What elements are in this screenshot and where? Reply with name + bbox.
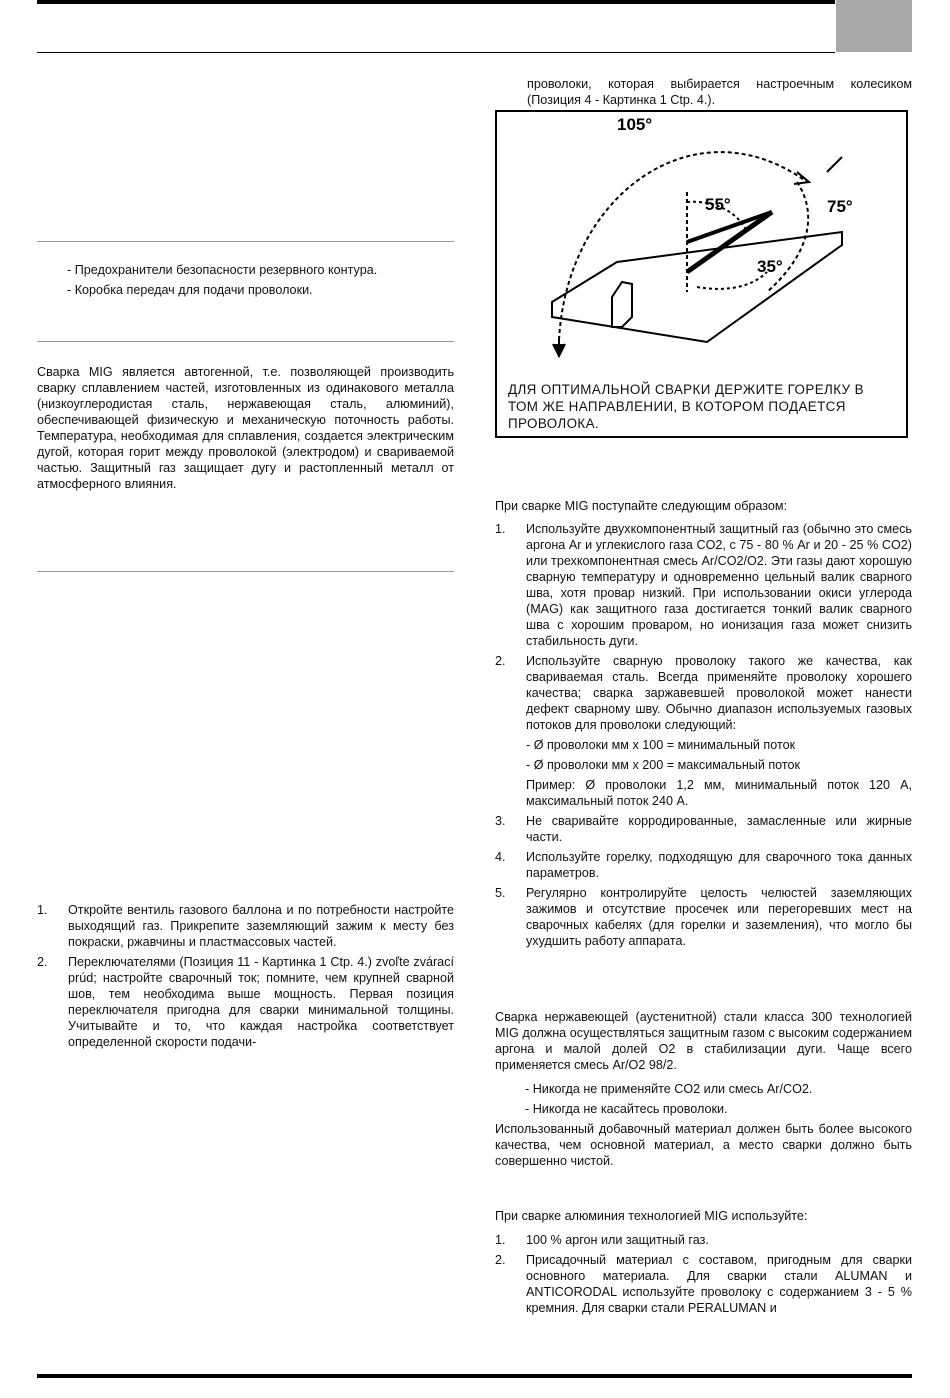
step-number: 1. bbox=[495, 1233, 506, 1247]
step-number: 5. bbox=[495, 886, 506, 900]
step-text: Регулярно контролируйте целость челюстей заземляющих зажимов и отсутствие просечек или перегоревших мест на сварочных кабелях (для горелки и заземления), что могло бы ухудшить работу аппарата. bbox=[526, 886, 912, 948]
step-number: 2. bbox=[495, 1253, 506, 1267]
aluminium-steps bbox=[495, 1232, 912, 1316]
sub-item: - Ø проволоки мм x 200 = максимальный поток bbox=[526, 758, 801, 772]
list-item: - Никогда не применяйте CO2 или смесь Ar/CO2. bbox=[525, 1082, 813, 1096]
step-text: Используйте горелку, подходящую для сварочного тока данных параметров. bbox=[526, 850, 912, 880]
top-rule bbox=[37, 0, 835, 4]
step-text: Переключателями (Позиция 11 - Картинка 1 Ctp. 4.) zvoľte zvárací prúd; настройте сварочный ток; помните, чем крупней сварной шов, тем необходима выше мощность. Первая позиция переключателя пригодна для сварки минимальной толщины. Учитывайте и то, что каждая настройка соответствует определенной скорости подачи- bbox=[68, 955, 454, 1049]
stainless-text: Сварка нержавеющей (аустенитной) стали класса 300 технологией MIG должна осуществляться защитным газом с высоким содержанием аргона и малой долей O2 в стабилизации дуги. Чаще всего применяется смесь Ar/O2 98/2. bbox=[495, 1010, 912, 1072]
mig-procedure-steps bbox=[495, 521, 912, 949]
section-divider bbox=[37, 571, 454, 572]
page-tab bbox=[836, 0, 912, 52]
list-item bbox=[495, 653, 912, 809]
step-number: 4. bbox=[495, 850, 506, 864]
accessories-list bbox=[37, 262, 454, 298]
step-number: 3. bbox=[495, 814, 506, 828]
list-item: - Никогда не касайтесь проволоки. bbox=[525, 1102, 728, 1116]
bottom-rule bbox=[37, 1374, 912, 1378]
list-item bbox=[495, 521, 912, 649]
step-text: Используйте сварную проволоку такого же качества, как свариваемая сталь. Всегда применяйте проволоку хорошего качества; сварка заржавевшей проволокой может нанести дефект сварному шву. Обычно диапазон используемых газовых потоков для проволоки следующий: bbox=[526, 654, 912, 732]
angle-label: 55° bbox=[705, 195, 731, 214]
step-text: 100 % аргон или защитный газ. bbox=[526, 1233, 709, 1247]
step-text: Откройте вентиль газового баллона и по потребности настройте выходящий газ. Прикрепите заземляющий зажим к месту без покраски, ржавчины и пластмассовых частей. bbox=[68, 903, 454, 949]
step-number: 2. bbox=[495, 654, 506, 668]
mig-description: Сварка MIG является автогенной, т.е. позволяющей производить сварку сплавлением частей, изготовленных из одинакового металла (низкоуглеродистая сталь, нержавеющая сталь, алюминий), обеспечивающей физическую и механическую поточность работы. Температура, необходимая для сплавления, создается электрическим дугой, которая горит между проволокой (электродом) и свариваемой частью. Защитный газ защищает дугу и растопленный металл от атмосферного влияния. bbox=[37, 365, 454, 491]
step-text: Присадочный материал с составом, пригодным для сварки основного материала. Для сварки стали ALUMAN и ANTICORODAL используйте проволоку с содержанием 3 - 5 % кремния. Для сварки стали PERALUMAN и bbox=[526, 1253, 912, 1315]
list-item bbox=[495, 813, 912, 845]
setup-steps bbox=[37, 902, 454, 1050]
sub-item: - Ø проволоки мм x 100 = минимальный поток bbox=[526, 738, 796, 752]
header-line bbox=[37, 52, 835, 53]
torch-angle-diagram bbox=[497, 112, 906, 374]
figure-caption: ДЛЯ ОПТИМАЛЬНОЙ СВАРКИ ДЕРЖИТЕ ГОРЕЛКУ В ТОМ ЖЕ НАПРАВЛЕНИИ, В КОТОРОМ ПОДАЕТСЯ ПРОВОЛОКА. bbox=[508, 382, 864, 431]
step-number: 1. bbox=[495, 522, 506, 536]
list-item: - Коробка передач для подачи проволоки. bbox=[67, 283, 313, 297]
step-text: Используйте двухкомпонентный защитный газ (обычно это смесь аргона Ar и углекислого газа CO2, с 75 - 80 % Ar и 20 - 25 % CO2) или трехкомпонентная смесь Ar/CO2/O2. Эти газы дают хорошую сварную температуру и одновременно цельный валик сварного шва, хотя провар низкий. При использовании окиси углерода (MAG) как защитного газа достигается тонкий валик сварного шва с хорошим проваром, но ионизация газа может снизить стабильность дуги. bbox=[526, 522, 912, 648]
stainless-tail-text: Использованный добавочный материал должен быть более высокого качества, чем основной материал, а место сварки должно быть совершенно чистой. bbox=[495, 1122, 912, 1168]
section-divider bbox=[37, 341, 454, 342]
mig-procedure-intro: При сварке MIG поступайте следующим образом: bbox=[495, 499, 788, 513]
step-number: 1. bbox=[37, 903, 48, 917]
angle-label: 35° bbox=[757, 257, 783, 276]
angle-label: 75° bbox=[827, 197, 853, 216]
aluminium-intro: При сварке алюминия технологией MIG используйте: bbox=[495, 1209, 808, 1223]
list-item bbox=[495, 849, 912, 881]
list-item bbox=[37, 902, 454, 950]
list-item bbox=[495, 885, 912, 949]
list-item: - Предохранители безопасности резервного контура. bbox=[67, 263, 378, 277]
step-text: Не сваривайте корродированные, замасленные или жирные части. bbox=[526, 814, 912, 844]
example-text: Пример: Ø проволоки 1,2 мм, минимальный поток 120 A, максимальный поток 240 A. bbox=[526, 778, 912, 808]
continuation-text: проволоки, которая выбирается настроечным колесиком (Позиция 4 - Картинка 1 Ctp. 4.). bbox=[527, 77, 912, 107]
list-item bbox=[495, 1232, 912, 1248]
stainless-warnings bbox=[495, 1081, 912, 1117]
angle-label: 105° bbox=[617, 115, 653, 134]
list-item bbox=[495, 1252, 912, 1316]
list-item bbox=[37, 954, 454, 1050]
step-number: 2. bbox=[37, 955, 48, 969]
section-divider bbox=[37, 241, 454, 242]
